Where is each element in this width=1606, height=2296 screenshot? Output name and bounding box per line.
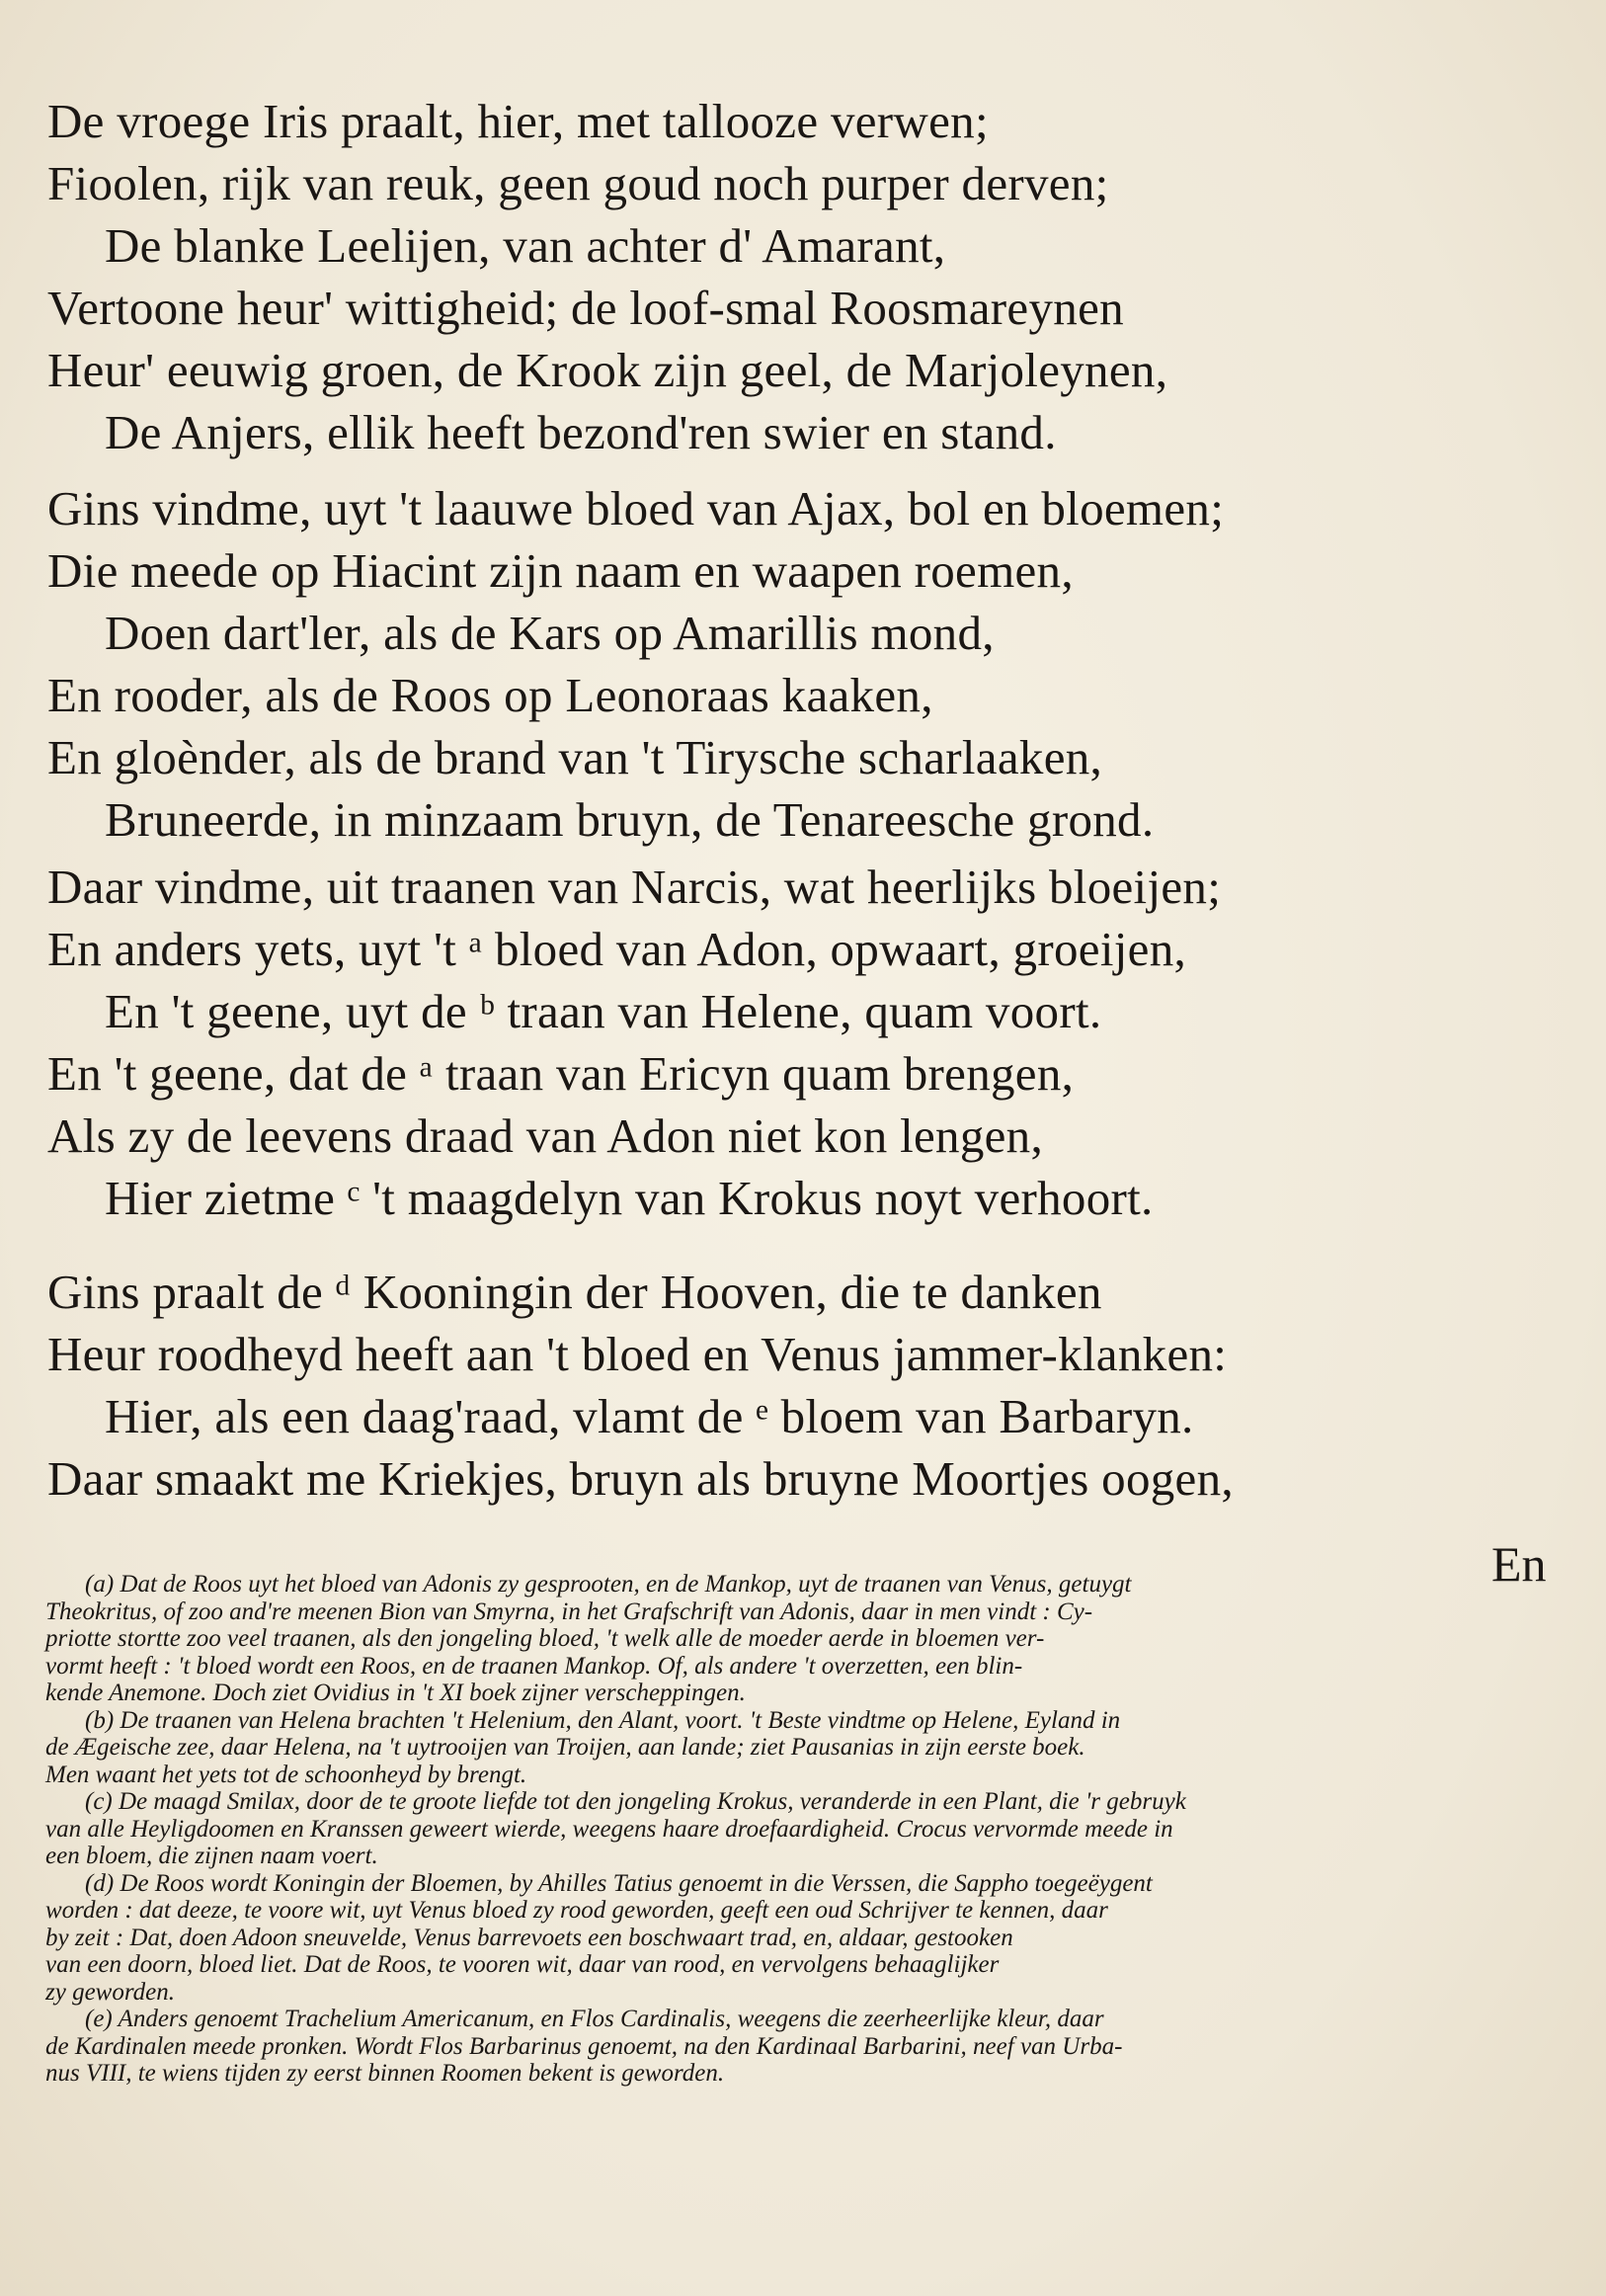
verse-line: En anders yets, uyt 't ᵃ bloed van Adon, opwaart, groeijen,: [47, 922, 1187, 976]
verse-line: De blanke Leelijen, van achter d' Amarant,: [105, 218, 946, 273]
footnote-c: [45, 1788, 1557, 1870]
footnote-line: kende Anemone. Doch ziet Ovidius in 't XI boek zijner verscheppingen.: [45, 1680, 746, 1706]
verse-line: Vertoone heur' wittigheid; de loof-smal Roosmareynen: [47, 281, 1124, 335]
stanza-1: [47, 94, 1568, 470]
verse-line: Doen dart'ler, als de Kars op Amarillis mond,: [105, 606, 995, 660]
footnote-line: (d) De Roos wordt Koningin der Bloemen, by Ahilles Tatius genoemt in die Verssen, die Sappho toegeëygent: [85, 1869, 1153, 1897]
footnote-line: (c) De maagd Smilax, door de te groote liefde tot den jongeling Krokus, veranderde in een Plant, die 'r gebruyk: [85, 1788, 1186, 1815]
verse-line: En 't geene, uyt de ᵇ traan van Helene, quam voort.: [105, 984, 1102, 1038]
footnote-line: de Kardinalen meede pronken. Wordt Flos Barbarinus genoemt, na den Kardinaal Barbarini, neef van Urba-: [45, 2032, 1123, 2060]
footnote-line: priotte stortte zoo veel traanen, als den jongeling bloed, 't welk alle de moeder aerde in bloemen ver-: [45, 1625, 1045, 1652]
verse-line: Bruneerde, in minzaam bruyn, de Tenareesche grond.: [105, 792, 1155, 847]
verse-line: Fioolen, rijk van reuk, geen goud noch purper derven;: [47, 156, 1109, 210]
stanza-4: [47, 1265, 1568, 1517]
verse-line: Daar vindme, uit traanen van Narcis, wat heerlijks bloeijen;: [47, 860, 1222, 914]
footnote-line: vormt heeft : 't bloed wordt een Roos, en de traanen Mankop. Of, als andere 't overzetten, een blin-: [45, 1652, 1023, 1680]
stanza-2: [47, 481, 1568, 858]
footnote-line: van alle Heyligdoomen en Kranssen geweert wierde, weegens haare droefaardigheid. Crocus vervormde meede in: [45, 1815, 1173, 1843]
verse-line: Die meede op Hiacint zijn naam en waapen roemen,: [47, 543, 1074, 598]
verse-line: De vroege Iris praalt, hier, met tallooze verwen;: [47, 94, 989, 148]
footnote-line: een bloem, die zijnen naam voert.: [45, 1843, 378, 1869]
verse-line: Hier, als een daag'raad, vlamt de ᵉ bloem van Barbaryn.: [105, 1389, 1194, 1443]
footnote-b: [45, 1707, 1557, 1789]
footnote-line: van een doorn, bloed liet. Dat de Roos, te vooren wit, daar van rood, en vervolgens behaaglijker: [45, 1951, 1000, 1978]
footnote-line: (b) De traanen van Helena brachten 't Helenium, den Alant, voort. 't Beste vindtme op Helene, Eyland in: [85, 1706, 1121, 1734]
footnote-a: [45, 1571, 1557, 1707]
footnote-line: worden : dat deeze, te voore wit, uyt Venus bloed zy rood geworden, geeft een oud Schrijver te kennen, daar: [45, 1897, 1108, 1924]
footnote-line: de Ægeische zee, daar Helena, na 't uytrooijen van Troijen, aan lande; ziet Pausanias in zijn eerste boek.: [45, 1734, 1085, 1761]
footnote-line: by zeit : Dat, doen Adoon sneuvelde, Venus barrevoets een boschwaart trad, en, aldaar, gestooken: [45, 1924, 1013, 1951]
verse-line: Hier zietme ᶜ 't maagdelyn van Krokus noyt verhoort.: [105, 1171, 1154, 1225]
footnote-e: [45, 2006, 1557, 2088]
verse-line: De Anjers, ellik heeft bezond'ren swier en stand.: [105, 405, 1057, 459]
verse-line: En gloènder, als de brand van 't Tirysche scharlaaken,: [47, 730, 1103, 784]
footnote-line: (e) Anders genoemt Trachelium Americanum, en Flos Cardinalis, weegens die zeerheerlijke kleur, daar: [85, 2006, 1104, 2032]
footnote-line: nus VIII, te wiens tijden zy eerst binnen Roomen bekent is geworden.: [45, 2060, 725, 2087]
footnote-line: zy geworden.: [45, 1978, 175, 2006]
verse-line: Gins vindme, uyt 't laauwe bloed van Ajax, bol en bloemen;: [47, 481, 1225, 535]
footnote-line: Theokritus, of zoo and're meenen Bion van Smyrna, in het Grafschrift van Adonis, daar in men vindt : Cy-: [45, 1598, 1093, 1625]
footnote-d: [45, 1870, 1557, 2007]
verse-line: Als zy de leevens draad van Adon niet kon lengen,: [47, 1108, 1044, 1163]
verse-line: Daar smaakt me Kriekjes, bruyn als bruyne Moortjes oogen,: [47, 1451, 1234, 1506]
verse-line: Heur roodheyd heeft aan 't bloed en Venus jammer-klanken:: [47, 1327, 1228, 1381]
verse-line: Heur' eeuwig groen, de Krook zijn geel, de Marjoleynen,: [47, 343, 1168, 397]
footnotes: [45, 1571, 1557, 2088]
footnote-line: (a) Dat de Roos uyt het bloed van Adonis zy gesprooten, en de Mankop, uyt de traanen van Venus, getuygt: [85, 1571, 1132, 1598]
verse-line: Gins praalt de ᵈ Kooningin der Hooven, die te danken: [47, 1265, 1102, 1319]
verse-line: En rooder, als de Roos op Leonoraas kaaken,: [47, 668, 933, 722]
footnote-line: Men waant het yets tot de schoonheyd by brengt.: [45, 1761, 527, 1788]
catchword: En: [1491, 1536, 1547, 1592]
stanza-3: [47, 862, 1568, 1236]
verse-line: En 't geene, dat de ᵃ traan van Ericyn quam brengen,: [47, 1046, 1075, 1101]
